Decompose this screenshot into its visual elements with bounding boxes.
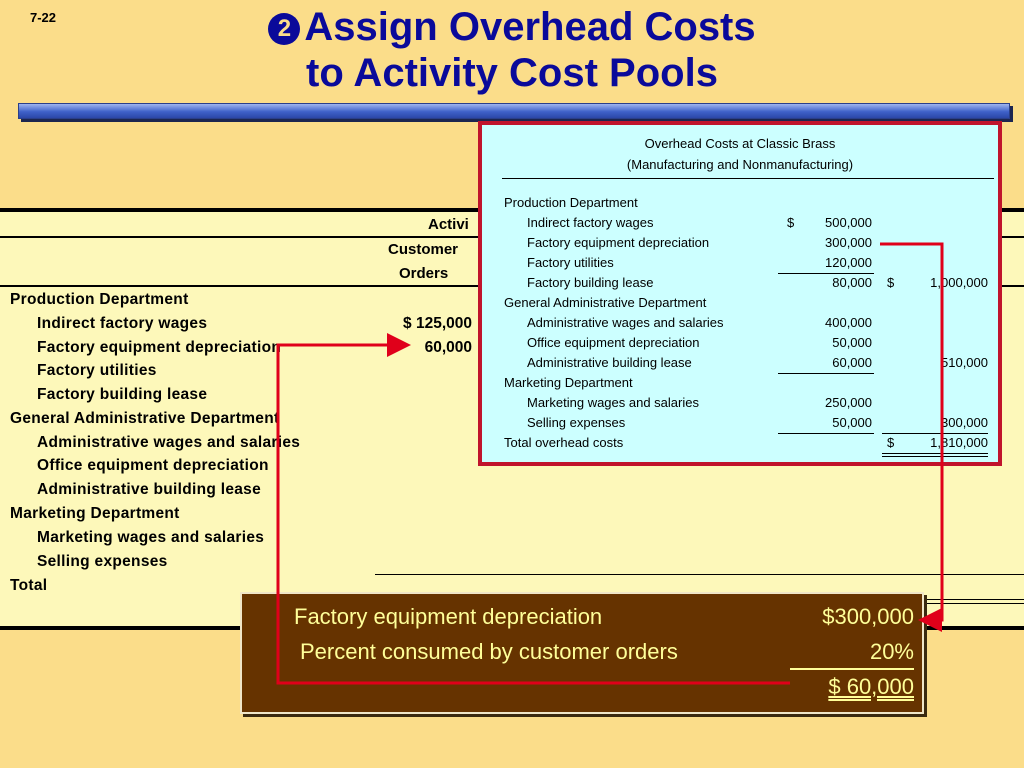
slide-number: 7-22 — [30, 10, 57, 25]
schedule-row-label: Production Department — [504, 195, 638, 210]
schedule-row-label: Indirect factory wages — [527, 215, 654, 230]
schedule-row-label: General Administrative Department — [504, 295, 707, 310]
schedule-row-amount: 50,000 — [832, 415, 872, 430]
customer-orders-header-2: Orders — [399, 265, 449, 282]
schedule-row-total: 300,000 — [941, 415, 988, 430]
schedule-row-amount: 300,000 — [825, 235, 872, 250]
schedule-row-total: 510,000 — [941, 355, 988, 370]
schedule-row-amount: 60,000 — [832, 355, 872, 370]
schedule-row-amount: 50,000 — [832, 335, 872, 350]
worksheet-row-value: $ 125,000 — [403, 315, 472, 332]
callout-line-3-value: $ 60,000 — [828, 674, 914, 699]
schedule-row-amount: 400,000 — [825, 315, 872, 330]
worksheet-row-label: Factory utilities — [37, 362, 157, 379]
dollar-sign: $ — [887, 435, 895, 450]
schedule-subtitle: (Manufacturing and Nonmanufacturing) — [626, 157, 854, 172]
schedule-row-label: Factory utilities — [527, 255, 614, 270]
dollar-sign: $ — [887, 275, 895, 290]
schedule-row-label: Administrative building lease — [527, 355, 692, 370]
worksheet-row-label: Office equipment depreciation — [37, 457, 269, 474]
title-line-1-text: Assign Overhead Costs — [304, 5, 756, 49]
schedule-row-label: Total overhead costs — [504, 435, 624, 450]
worksheet-row-label: Total — [10, 577, 48, 594]
worksheet-row-label: Production Department — [10, 291, 189, 308]
worksheet-row-label: Administrative wages and salaries — [37, 434, 301, 451]
arrow-schedule-to-callout — [880, 244, 942, 620]
callout-line-2-label: Percent consumed by customer orders — [300, 639, 678, 664]
number-bullet-icon: 2 — [268, 13, 300, 45]
callout-line-1-value: $300,000 — [822, 604, 914, 629]
customer-orders-header-1: Customer — [388, 241, 459, 258]
activity-header: Activi — [428, 216, 469, 233]
worksheet-row-label: Selling expenses — [37, 553, 168, 570]
worksheet-row-label: Factory building lease — [37, 386, 208, 403]
schedule-row-total: 1,000,000 — [930, 275, 988, 290]
worksheet-row-label: Marketing wages and salaries — [37, 529, 265, 546]
worksheet-row-label: Administrative building lease — [37, 481, 262, 498]
worksheet-row-label: General Administrative Department — [10, 410, 280, 427]
dollar-sign: $ — [787, 215, 795, 230]
schedule-row-label: Administrative wages and salaries — [527, 315, 724, 330]
schedule-title: Overhead Costs at Classic Brass — [644, 136, 836, 151]
schedule-row-amount: 80,000 — [832, 275, 872, 290]
schedule-row-label: Factory equipment depreciation — [527, 235, 710, 250]
worksheet-row-label: Factory equipment depreciation — [37, 339, 282, 356]
schedule-row-amount: 120,000 — [825, 255, 872, 270]
callout-line-2-value: 20% — [869, 639, 914, 664]
schedule-row-total: 1,810,000 — [930, 435, 988, 450]
worksheet-row-value: 60,000 — [424, 339, 472, 356]
worksheet-row-label: Marketing Department — [10, 505, 180, 522]
arrow-callout-to-worksheet — [278, 345, 790, 683]
schedule-row-amount: 250,000 — [825, 395, 872, 410]
schedule-row-label: Office equipment depreciation — [527, 335, 700, 350]
schedule-row-label: Marketing Department — [504, 375, 633, 390]
schedule-row-label: Factory building lease — [527, 275, 654, 290]
schedule-row-amount: 500,000 — [825, 215, 872, 230]
worksheet-row-label: Indirect factory wages — [37, 315, 208, 332]
schedule-row-label: Selling expenses — [527, 415, 626, 430]
callout-line-1-label: Factory equipment depreciation — [294, 604, 603, 629]
title-line-2: to Activity Cost Pools — [306, 51, 718, 95]
schedule-row-label: Marketing wages and salaries — [527, 395, 699, 410]
